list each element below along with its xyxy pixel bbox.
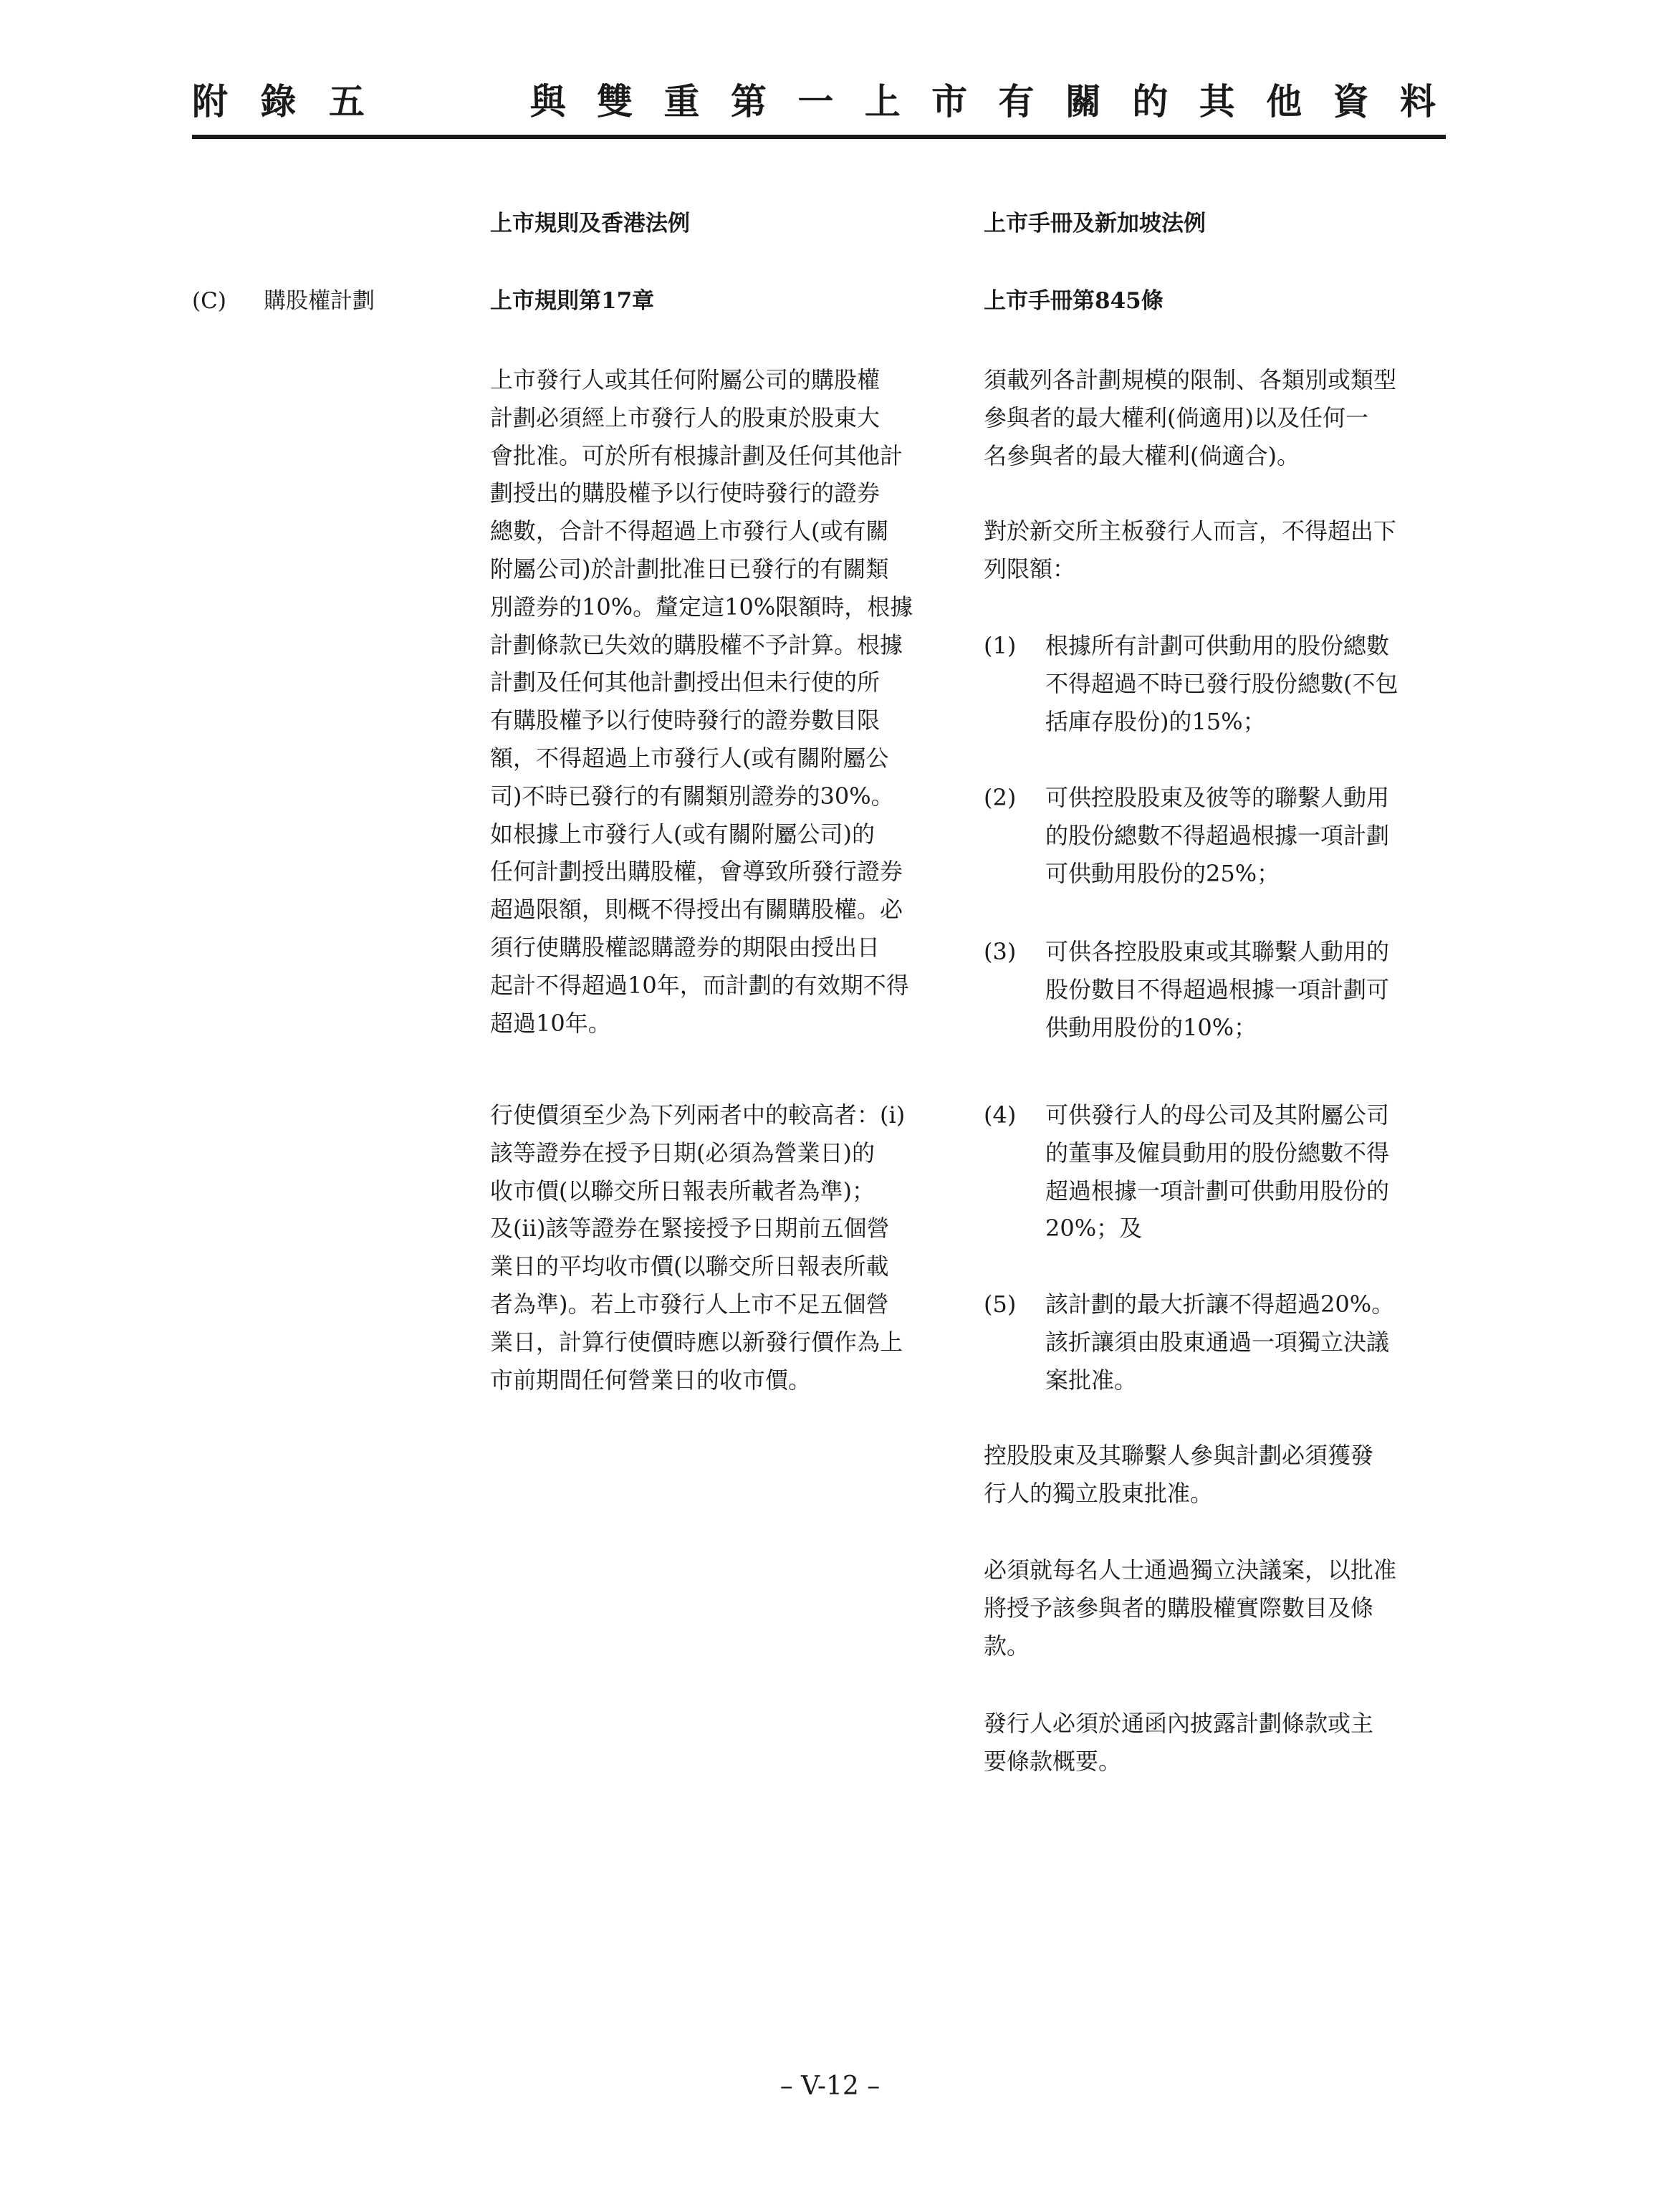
text-line: 發行人必須於通函內披露計劃條款或主 (984, 1710, 1374, 1737)
text-line: 該計劃的最大折讓不得超過20%。 (1045, 1291, 1395, 1318)
text-line: 總數，合計不得超過上市發行人(或有關 (490, 517, 889, 545)
text-line: 可供控股股東及彼等的聯繫人動用 (1045, 784, 1390, 811)
text-line: 任何計劃授出購股權，會導致所發行證券 (490, 858, 903, 886)
text-line: 司)不時已發行的有關類別證券的30%。 (490, 782, 894, 810)
text-line: 計劃必須經上市發行人的股東於股東大 (490, 403, 881, 431)
text-line: 列限額： (984, 555, 1076, 583)
text-line: 括庫存股份)的15%； (1045, 707, 1266, 735)
section-number: (C) (192, 288, 226, 314)
right-intro-paragraph-1 (984, 361, 1396, 474)
text-line: 劃授出的購股權予以行使時發行的證券 (490, 479, 881, 507)
text-line: 附屬公司)於計劃批准日已發行的有關類 (490, 555, 889, 583)
text-line: 該等證券在授予日期(必須為營業日)的 (490, 1139, 875, 1167)
text-line: 起計不得超過10年，而計劃的有效期不得 (490, 971, 909, 999)
text-line: 根據所有計劃可供動用的股份總數 (1045, 632, 1390, 659)
text-line: 可供各控股股東或其聯繫人動用的 (1045, 938, 1390, 965)
text-line: 行使價須至少為下列兩者中的較高者：(i) (490, 1101, 906, 1129)
text-line: 要條款概要。 (984, 1747, 1122, 1775)
text-line: 行人的獨立股東批准。 (984, 1479, 1214, 1507)
chapter-title: 與 雙 重 第 一 上 市 有 關 的 其 他 資 料 (529, 80, 1445, 123)
item-number: (4) (984, 1101, 1017, 1129)
item-number: (2) (984, 784, 1017, 811)
text-line: 該折讓須由股東通過一項獨立決議 (1045, 1328, 1390, 1356)
text-line: 超過限額，則概不得授出有關購股權。必 (490, 896, 903, 924)
text-line: 不得超過不時已發行股份總數(不包 (1045, 669, 1398, 697)
text-line: 將授予該參與者的購股權實際數目及條 (984, 1594, 1374, 1622)
text-line: 參與者的最大權利(倘適用)以及任何一 (984, 403, 1368, 431)
left-column-heading: 上市規則及香港法例 (490, 211, 690, 236)
text-line: 業日的平均收市價(以聯交所日報表所載 (490, 1253, 889, 1280)
text-line: 超過10年。 (490, 1009, 611, 1037)
page-number: – V-12 – (779, 2072, 881, 2101)
text-line: 20%；及 (1045, 1215, 1143, 1243)
text-line: 案批准。 (1045, 1366, 1138, 1394)
text-line: 超過根據一項計劃可供動用股份的 (1045, 1177, 1390, 1205)
text-line: 款。 (984, 1632, 1030, 1660)
right-column-heading: 上市手冊及新加坡法例 (984, 211, 1206, 236)
text-line: 會批准。可於所有根據計劃及任何其他計 (490, 441, 903, 469)
text-line: 有購股權予以行使時發行的證券數目限 (490, 707, 881, 734)
section-title: 購股權計劃 (264, 288, 375, 314)
text-line: 別證券的10%。釐定這10%限額時，根據 (490, 593, 913, 621)
text-line: 的董事及僱員動用的股份總數不得 (1045, 1139, 1390, 1167)
text-line: 對於新交所主板發行人而言，不得超出下 (984, 517, 1397, 545)
right-closing-paragraph-1 (984, 1437, 1373, 1513)
right-closing-paragraph-2 (984, 1551, 1396, 1665)
left-paragraph-1 (490, 361, 913, 1042)
text-line: 供動用股份的10%； (1045, 1013, 1257, 1041)
header-rule (192, 135, 1446, 139)
text-line: 計劃條款已失效的購股權不予計算。根據 (490, 631, 903, 659)
text-line: 名參與者的最大權利(倘適合)。 (984, 441, 1300, 469)
text-line: 計劃及任何其他計劃授出但未行使的所 (490, 669, 881, 696)
text-line: 須載列各計劃規模的限制、各類別或類型 (984, 366, 1397, 393)
text-line: 須行使購股權認購證券的期限由授出日 (490, 933, 881, 961)
left-paragraph-2 (490, 1096, 905, 1399)
text-line: 者為準)。若上市發行人上市不足五個營 (490, 1290, 889, 1318)
text-line: 必須就每名人士通過獨立決議案，以批准 (984, 1556, 1397, 1584)
right-intro-paragraph-2 (984, 512, 1396, 588)
text-line: 收市價(以聯交所日報表所載者為準)； (490, 1177, 875, 1205)
text-line: 可供發行人的母公司及其附屬公司 (1045, 1101, 1390, 1129)
text-line: 的股份總數不得超過根據一項計劃 (1045, 821, 1390, 849)
text-line: 控股股東及其聯繫人參與計劃必須獲發 (984, 1442, 1374, 1469)
text-line: 如根據上市發行人(或有關附屬公司)的 (490, 820, 875, 848)
text-line: 及(ii)該等證券在緊接授予日期前五個營 (490, 1215, 890, 1243)
text-line: 額，不得超過上市發行人(或有關附屬公 (490, 744, 889, 772)
text-line: 業日，計算行使價時應以新發行價作為上 (490, 1328, 903, 1356)
item-number: (5) (984, 1291, 1017, 1318)
left-subheading: 上市規則第17章 (490, 288, 655, 314)
text-line: 股份數目不得超過根據一項計劃可 (1045, 975, 1390, 1003)
text-line: 市前期間任何營業日的收市價。 (490, 1366, 812, 1394)
text-line: 可供動用股份的25%； (1045, 859, 1280, 887)
item-number: (3) (984, 938, 1017, 965)
section-label (192, 287, 375, 315)
right-subheading: 上市手冊第845條 (984, 288, 1164, 314)
appendix-title: 附 錄 五 (192, 80, 375, 123)
right-closing-paragraph-3 (984, 1705, 1373, 1781)
item-number: (1) (984, 632, 1017, 659)
text-line: 上市發行人或其任何附屬公司的購股權 (490, 366, 881, 393)
